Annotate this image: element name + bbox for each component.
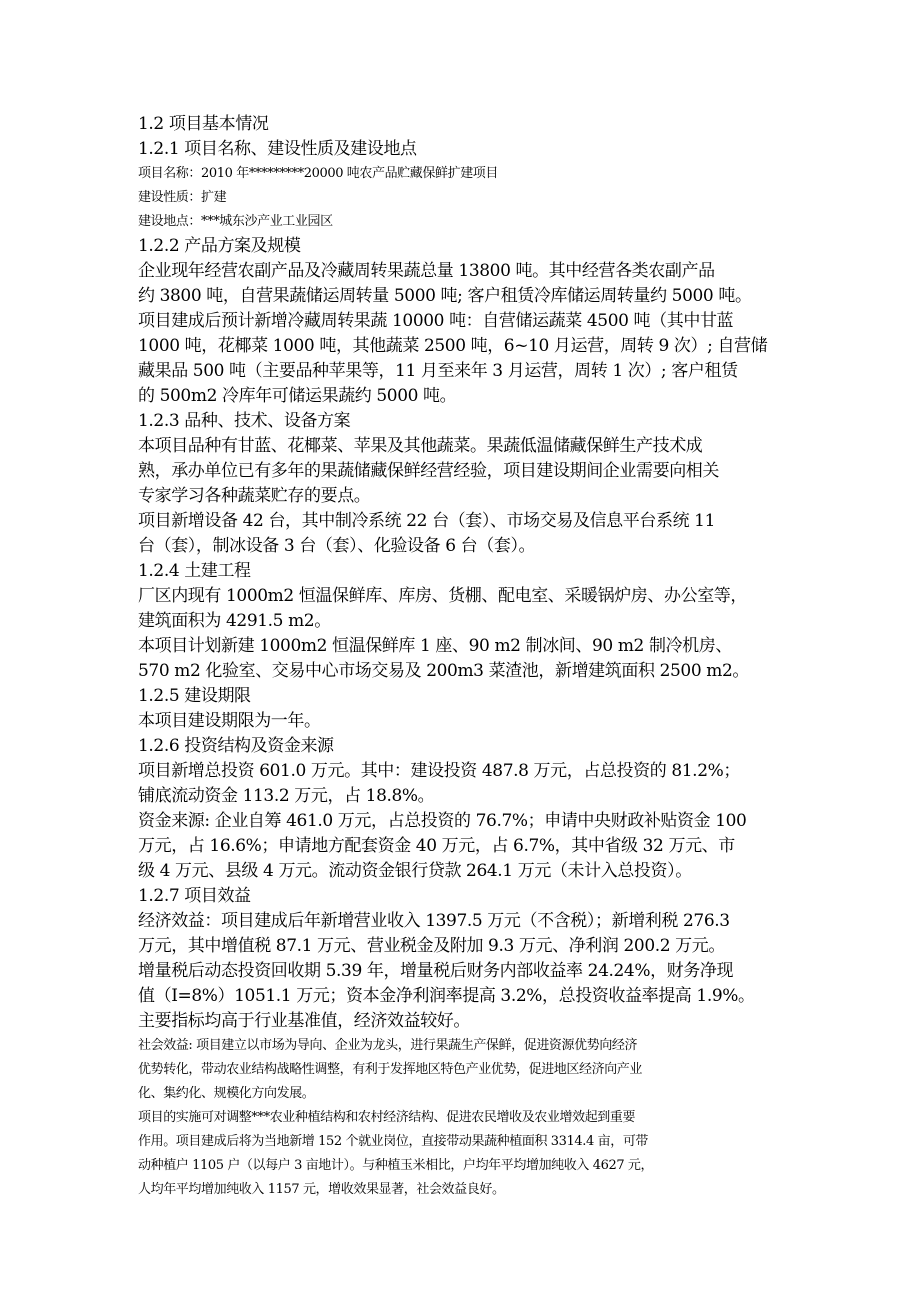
text-line: 1.2.4 土建工程 — [138, 561, 251, 581]
text-line: 项目名称：2010 年*********20000 吨农产品贮藏保鲜扩建项目 — [138, 166, 499, 181]
text-line: 建筑面积为 4291.5 m2。 — [138, 611, 331, 631]
text-line: 万元，占 16.6%；申请地方配套资金 40 万元，占 6.7%，其中省级 32 万元、市 — [138, 836, 735, 856]
text-line: 项目新增设备 42 台，其中制冷系统 22 台（套）、市场交易及信息平台系统 11 — [138, 511, 716, 531]
text-line: 作用。项目建成后将为当地新增 152 个就业岗位，直接带动果蔬种植面积 3314.4 亩，可带 — [138, 1134, 649, 1149]
text-line: 1.2.5 建设期限 — [138, 686, 251, 706]
text-line: 企业现年经营农副产品及冷藏周转果蔬总量 13800 吨。其中经营各类农副产品 — [138, 261, 715, 281]
text-line: 增量税后动态投资回收期 5.39 年，增量税后财务内部收益率 24.24%，财务净现 — [138, 961, 734, 981]
document-body — [138, 112, 788, 1202]
text-line: 1000 吨，花椰菜 1000 吨，其他蔬菜 2500 吨，6~10 月运营，周转 9 次）; 自营储 — [138, 336, 768, 356]
text-line: 化、集约化、规模化方向发展。 — [138, 1086, 315, 1101]
text-line: 本项目品种有甘蓝、花椰菜、苹果及其他蔬菜。果蔬低温储藏保鲜生产技术成 — [138, 436, 703, 456]
text-line: 项目建成后预计新增冷藏周转果蔬 10000 吨：自营储运蔬菜 4500 吨（其中甘蓝 — [138, 311, 734, 331]
text-line: 人均年平均增加纯收入 1157 元，增收效果显著，社会效益良好。 — [138, 1182, 505, 1197]
text-line: 熟，承办单位已有多年的果蔬储藏保鲜经营经验，项目建设期间企业需要向相关 — [138, 461, 719, 481]
text-line: 1.2.3 品种、技术、设备方案 — [138, 411, 351, 431]
text-line: 专家学习各种蔬菜贮存的要点。 — [138, 486, 371, 506]
text-line: 约 3800 吨，自营果蔬储运周转量 5000 吨; 客户租赁冷库储运周转量约 5000 吨。 — [138, 286, 752, 306]
text-line: 1.2.6 投资结构及资金来源 — [138, 736, 334, 756]
text-line: 台（套），制冰设备 3 台（套）、化验设备 6 台（套）。 — [138, 536, 536, 556]
text-line: 万元，其中增值税 87.1 万元、营业税金及附加 9.3 万元、净利润 200.2 万元。 — [138, 936, 725, 956]
text-line: 优势转化，带动农业结构战略性调整，有利于发挥地区特色产业优势，促进地区经济向产业 — [138, 1062, 643, 1077]
text-line: 级 4 万元、县级 4 万元。流动资金银行贷款 264.1 万元（未计入总投资）。 — [138, 861, 692, 881]
text-line: 1.2.2 产品方案及规模 — [138, 236, 301, 256]
text-line: 社会效益: 项目建立以市场为导向、企业为龙头，进行果蔬生产保鲜，促进资源优势向经济 — [138, 1038, 638, 1053]
text-line: 项目新增总投资 601.0 万元。其中：建设投资 487.8 万元，占总投资的 81.2%； — [138, 761, 740, 781]
text-line: 建设性质：扩建 — [138, 190, 227, 205]
text-line: 值（I=8%）1051.1 万元；资本金净利润率提高 3.2%，总投资收益率提高 1.9%。 — [138, 986, 755, 1006]
text-line: 铺底流动资金 113.2 万元，占 18.8%。 — [138, 786, 435, 806]
text-line: 1.2.7 项目效益 — [138, 886, 251, 906]
text-line: 建设地点：***城东沙产业工业园区 — [138, 214, 333, 229]
text-line: 主要指标均高于行业基准值，经济效益较好。 — [138, 1011, 470, 1031]
text-line: 藏果品 500 吨（主要品种苹果等，11 月至来年 3 月运营，周转 1 次）; 客户租赁 — [138, 361, 738, 381]
text-line: 570 m2 化验室、交易中心市场交易及 200m3 菜渣池，新增建筑面积 2500 m2。 — [138, 661, 749, 681]
text-line: 经济效益：项目建成后年新增营业收入 1397.5 万元（不含税）；新增利税 276.3 — [138, 911, 730, 931]
text-line: 本项目计划新建 1000m2 恒温保鲜库 1 座、90 m2 制冰间、90 m2 制冷机房、 — [138, 636, 732, 656]
text-line: 1.2 项目基本情况 — [138, 114, 269, 134]
text-line: 1.2.1 项目名称、建设性质及建设地点 — [138, 139, 417, 159]
text-line: 资金来源: 企业自筹 461.0 万元，占总投资的 76.7%；申请中央财政补贴资金 100 — [138, 811, 747, 831]
text-line: 厂区内现有 1000m2 恒温保鲜库、库房、货棚、配电室、采暖锅炉房、办公室等， — [138, 586, 748, 606]
text-line: 项目的实施可对调整***农业种植结构和农村经济结构、促进农民增收及农业增效起到重要 — [138, 1110, 636, 1125]
text-line: 的 500m2 冷库年可储运果蔬约 5000 吨。 — [138, 386, 457, 406]
text-line: 本项目建设期限为一年。 — [138, 711, 321, 731]
text-line: 动种植户 1105 户（以每户 3 亩地计）。与种植玉米相比，户均年平均增加纯收入 4627 元， — [138, 1158, 654, 1173]
